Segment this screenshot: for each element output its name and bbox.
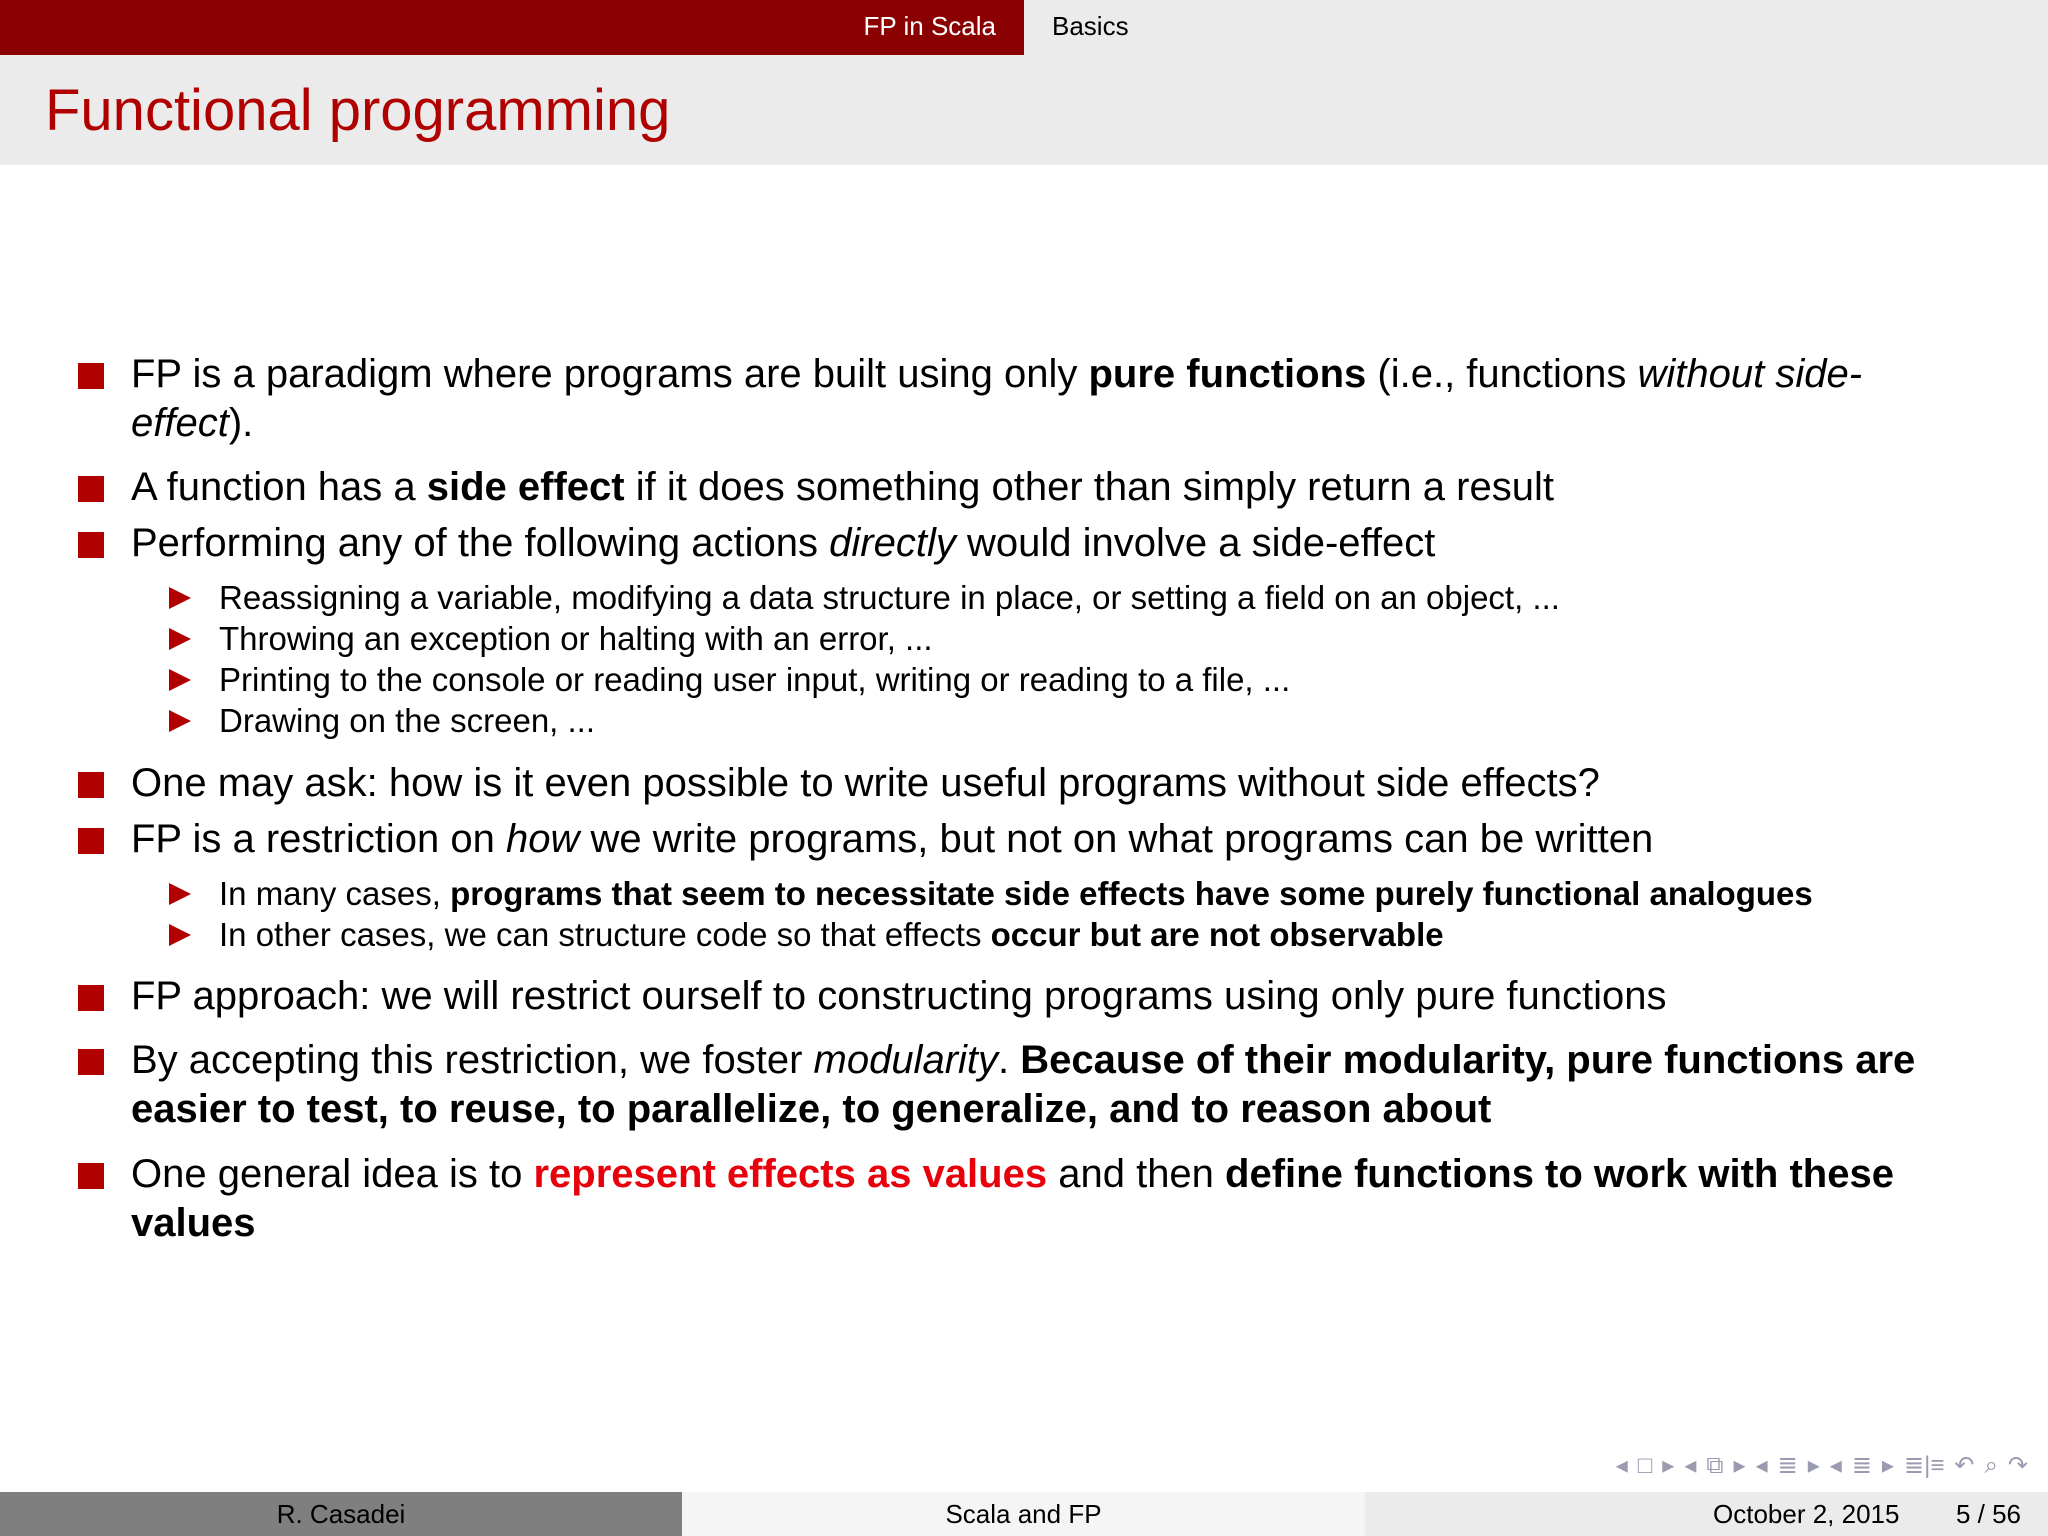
bullet-text: and then <box>1047 1152 1226 1196</box>
beamer-navigation-symbols <box>1616 1449 2028 1483</box>
bullet-text: FP approach: we will restrict ourself to constructing programs using only pure functions <box>131 974 1667 1018</box>
page-number: 5 / 56 <box>1955 1499 2021 1529</box>
sub-bullet-text: In many cases, <box>219 875 451 912</box>
bullet-italic-text: modularity <box>813 1038 999 1082</box>
sub-bullet-bold-text: occur but are not observable <box>990 916 1444 953</box>
square-bullet-icon <box>78 985 104 1011</box>
sub-bullet-bold-text: programs that seem to necessitate side effects have some purely functional analogues <box>450 875 1813 912</box>
bullet-text: ). <box>228 401 254 445</box>
bullet-bold-text: define functions to work with these values <box>131 1152 1894 1245</box>
sub-bullet-item <box>219 700 2009 741</box>
square-bullet-icon <box>78 476 104 502</box>
sub-bullet-text: Reassigning a variable, modifying a data structure in place, or setting a field on an object, ... <box>219 579 1560 616</box>
sub-bullet-item <box>219 914 2009 955</box>
subsection-prev-icon[interactable]: ◂ <box>1684 1452 1697 1479</box>
bullet-text: FP is a paradigm where programs are built using only <box>131 352 1089 396</box>
bullet-item-5 <box>131 815 1981 864</box>
bullet-text: By accepting this restriction, we foster <box>131 1038 814 1082</box>
sub-bullet-item <box>219 577 2009 618</box>
bullet-item-3 <box>131 519 1981 568</box>
footer-author: R. Casadei <box>0 1492 682 1536</box>
bullet-bold-text: pure functions <box>1088 352 1367 396</box>
bullet-item-4 <box>131 759 1981 808</box>
section-navigation-bar <box>0 0 2048 55</box>
forward-icon[interactable]: ↷ <box>2007 1452 2028 1479</box>
frame-next-icon[interactable]: ▸ <box>1662 1452 1675 1479</box>
doc-next-icon[interactable]: ▸ <box>1881 1452 1894 1479</box>
subsection-link-basics[interactable]: Basics <box>1052 11 1129 41</box>
footer-date: October 2, 2015 <box>1713 1499 1900 1529</box>
frame-title-bar <box>0 55 2048 165</box>
triangle-bullet-icon <box>169 628 191 650</box>
section-next-icon[interactable]: ▸ <box>1807 1452 1820 1479</box>
sub-bullet-text: Drawing on the screen, ... <box>219 702 596 739</box>
sub-bullet-text: Printing to the console or reading user input, writing or reading to a file, ... <box>219 661 1291 698</box>
triangle-bullet-icon <box>169 710 191 732</box>
bullet-bold-text: Because of their modularity, pure functions are easier to test, to reuse, to parallelize, to generalize, and to reason about <box>131 1038 1916 1131</box>
footer-title: Scala and FP <box>682 1492 1365 1536</box>
subsection-icon[interactable]: ≣ <box>1777 1452 1798 1479</box>
bullet-item-8 <box>131 1150 1981 1248</box>
bullet-item-2 <box>131 463 1981 512</box>
square-bullet-icon <box>78 532 104 558</box>
bullet-text: we write programs, but not on what programs can be written <box>579 817 1654 861</box>
bullet-text: Performing any of the following actions <box>131 521 830 565</box>
bullet-item-6 <box>131 972 1981 1021</box>
search-icon[interactable]: ⌕ <box>1984 1452 1998 1479</box>
bullet-text: A function has a <box>131 465 427 509</box>
sub-bullet-item <box>219 659 2009 700</box>
frame-icon[interactable]: □ <box>1637 1452 1653 1479</box>
sub-bullet-text: In other cases, we can structure code so that effects <box>219 916 991 953</box>
bullet-text: (i.e., functions <box>1366 352 1638 396</box>
bullet-text: would involve a side-effect <box>955 521 1436 565</box>
bullet-text: One may ask: how is it even possible to write useful programs without side effects? <box>131 761 1600 805</box>
bullet-text: if it does something other than simply return a result <box>624 465 1554 509</box>
subsection-next-icon[interactable]: ▸ <box>1733 1452 1746 1479</box>
triangle-bullet-icon <box>169 883 191 905</box>
doc-prev-icon[interactable]: ◂ <box>1829 1452 1842 1479</box>
section-icon[interactable]: ≣ <box>1851 1452 1872 1479</box>
frame-title: Functional programming <box>45 78 671 143</box>
square-bullet-icon <box>78 1163 104 1189</box>
slide-footer <box>0 1492 2048 1536</box>
square-bullet-icon <box>78 1049 104 1075</box>
triangle-bullet-icon <box>169 924 191 946</box>
sub-bullet-text: Throwing an exception or halting with an error, ... <box>219 620 933 657</box>
section-link-fp-in-scala[interactable]: FP in Scala <box>863 11 996 41</box>
section-nav-right <box>1024 0 2048 55</box>
bullet-bold-text: side effect <box>426 465 625 509</box>
square-bullet-icon <box>78 363 104 389</box>
square-bullet-icon <box>78 828 104 854</box>
bullet-italic-text: without side-effect <box>131 352 1863 445</box>
back-icon[interactable]: ↶ <box>1954 1452 1975 1479</box>
bullet-text: . <box>998 1038 1021 1082</box>
bullet-text: FP is a restriction on <box>131 817 506 861</box>
document-icon[interactable]: ≣|≡ <box>1903 1452 1945 1479</box>
bullet-italic-text: directly <box>829 521 956 565</box>
bullet-text: One general idea is to <box>131 1152 534 1196</box>
bullet-italic-text: how <box>505 817 580 861</box>
section-prev-icon[interactable]: ◂ <box>1755 1452 1768 1479</box>
square-bullet-icon <box>78 772 104 798</box>
bullet-alert-text: represent effects as values <box>533 1152 1048 1196</box>
slides-icon[interactable]: ⧉ <box>1706 1452 1724 1479</box>
bullet-item-7 <box>131 1036 1981 1134</box>
triangle-bullet-icon <box>169 669 191 691</box>
sub-bullet-item <box>219 618 2009 659</box>
bullet-item-1 <box>131 350 1981 448</box>
footer-date-page <box>1365 1492 2048 1536</box>
sub-bullet-item <box>219 873 2009 914</box>
triangle-bullet-icon <box>169 587 191 609</box>
section-nav-left <box>0 0 1024 55</box>
frame-prev-icon[interactable]: ◂ <box>1615 1452 1628 1479</box>
